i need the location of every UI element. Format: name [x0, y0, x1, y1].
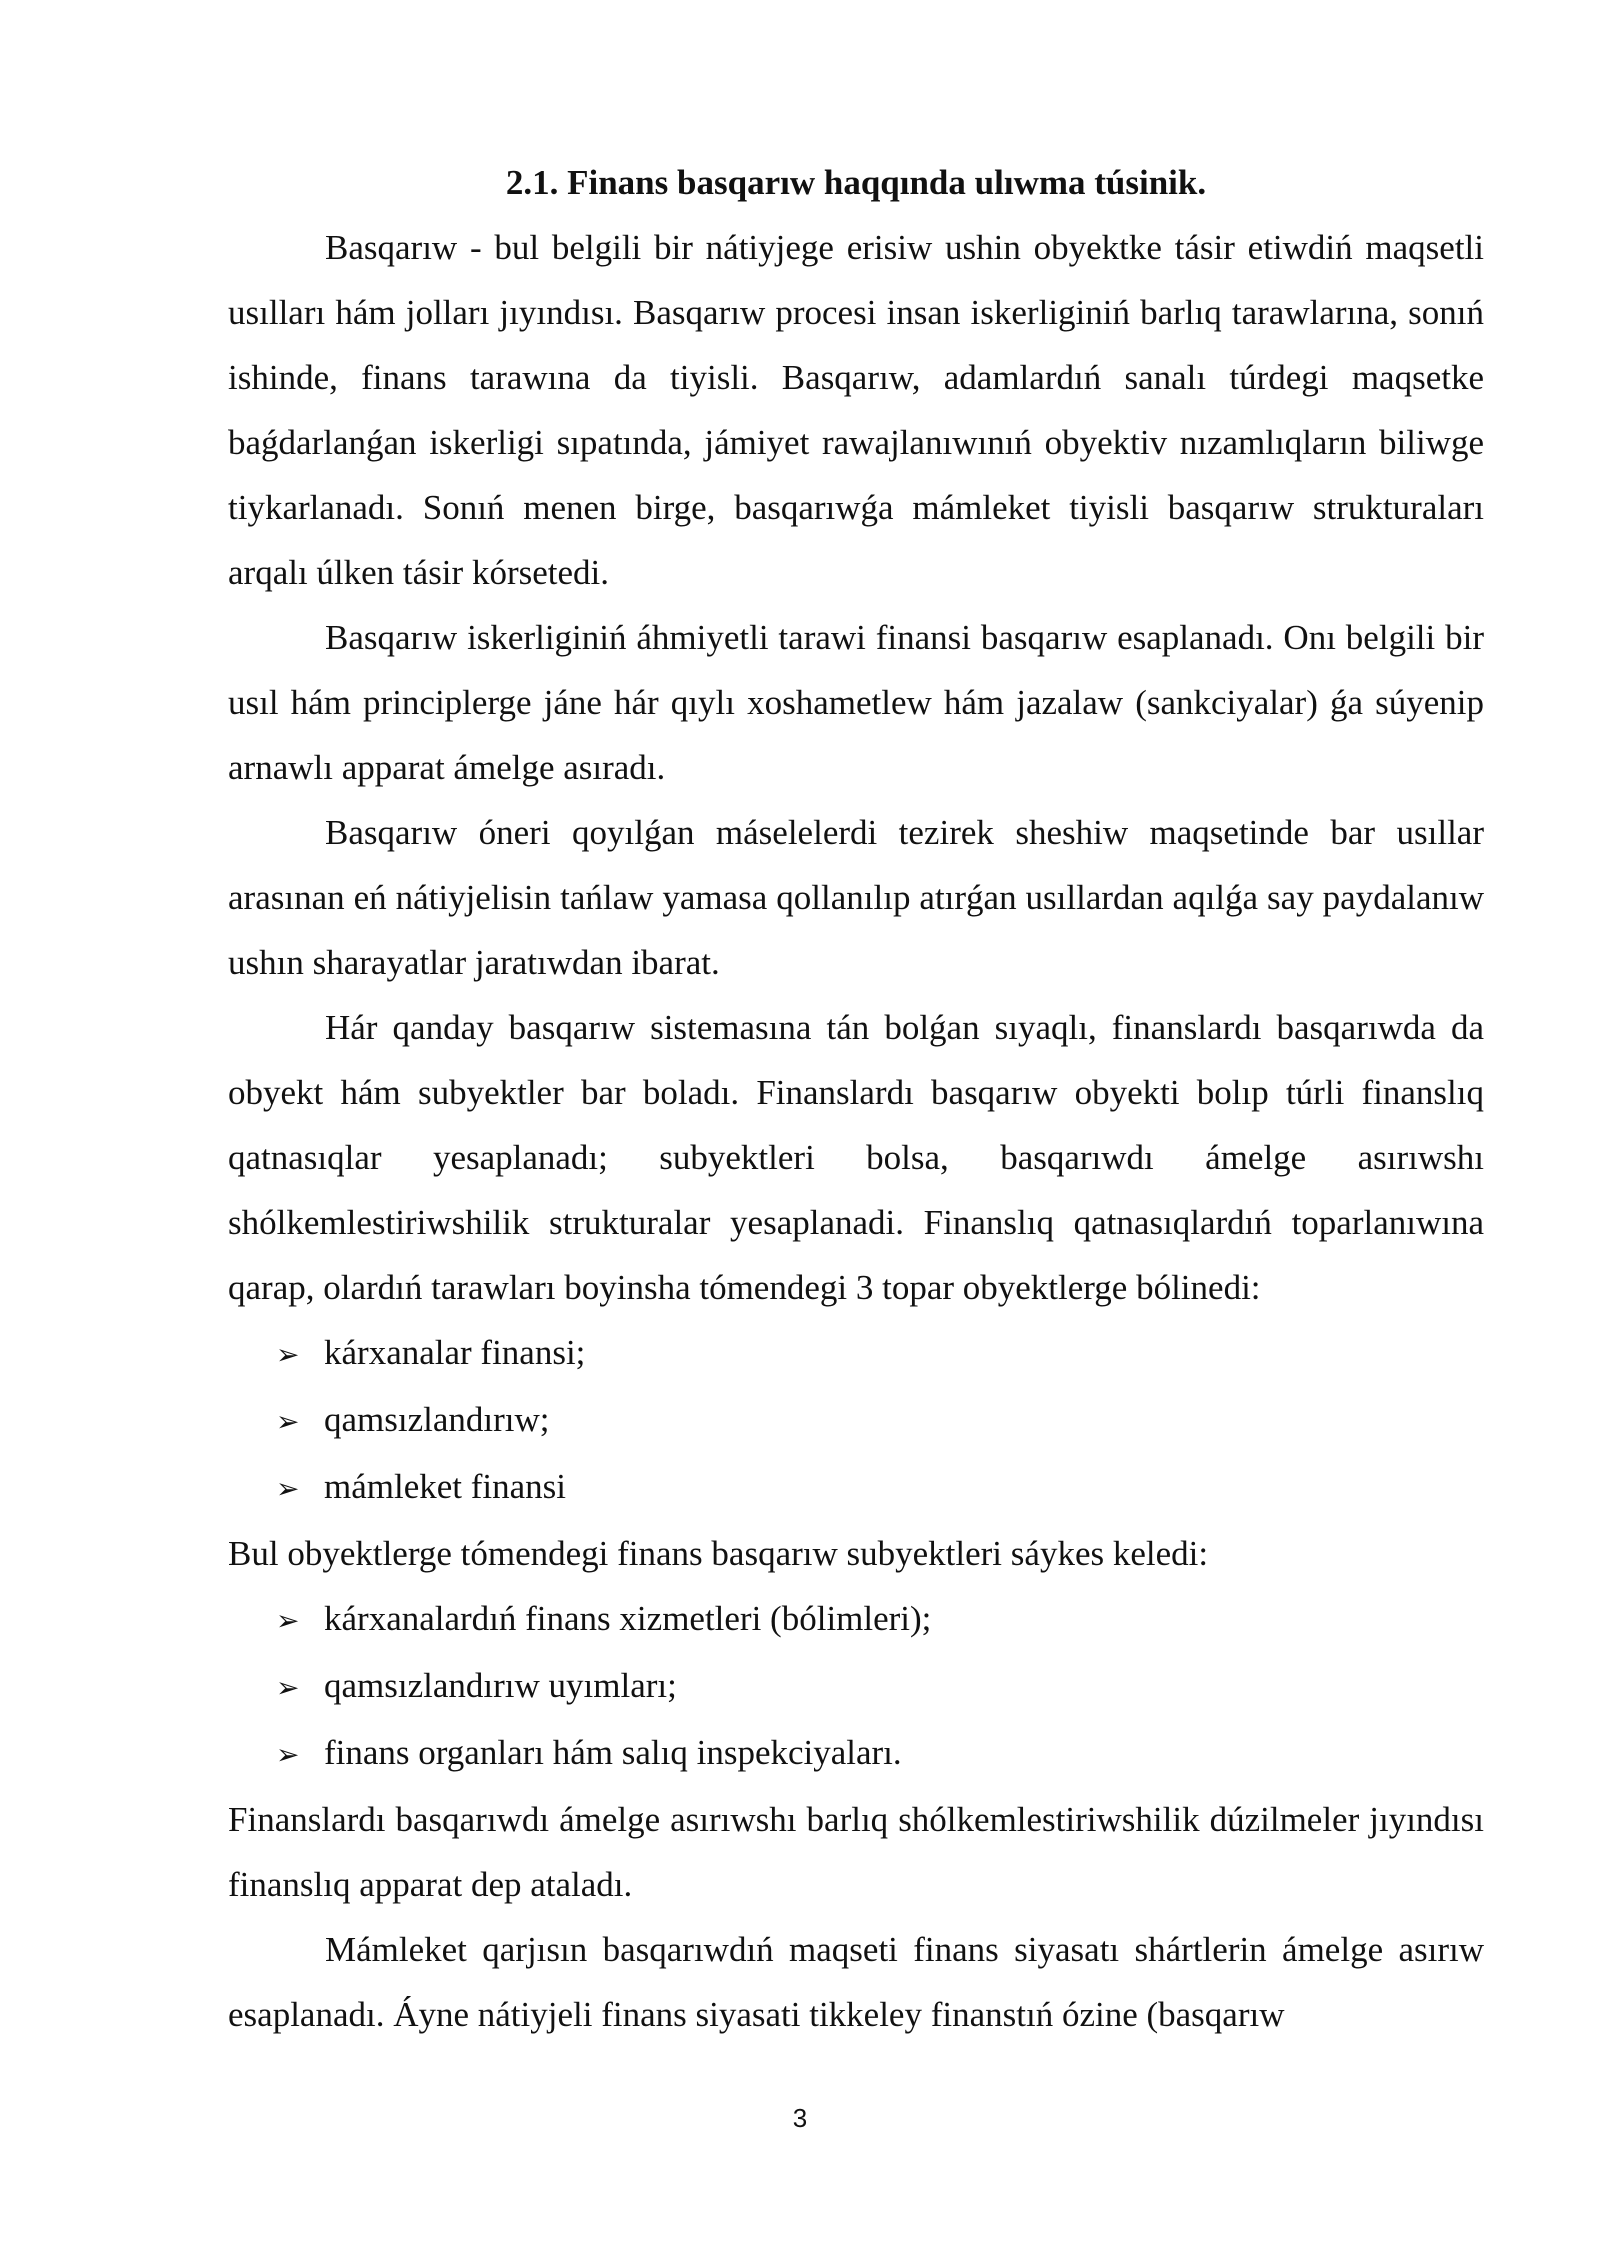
arrow-bullet-icon: ➢	[276, 1472, 300, 1505]
page-content	[228, 150, 1484, 2047]
page-number: 3	[792, 2103, 808, 2133]
paragraph-4: Hár qanday basqarıw sistemasına tán bolǵan sıyaqlı, finanslardı basqarıwda da obyekt hám subyektler bar boladı. Finanslardı basqarıw obyekti bolıp túrli finanslıq qatnasıqlar yesaplanadı; subyektleri bolsa, basqarıwdı ámelge asırıwshı shólkemlestiriwshilik strukturalar yesaplanadi. Finanslıq qatnasıqlardıń toparlanıwına qarap, olardıń tarawları boyinsha tómendegi 3 topar obyektlerge bólinedi:	[228, 1008, 1484, 1307]
paragraph-financial-apparatus: Finanslardı basqarıwdı ámelge asırıwshı barlıq shólkemlestiriwshilik dúzilmeler jıyındısı finanslıq apparat dep ataladı.	[228, 1800, 1484, 1904]
arrow-bullet-icon: ➢	[276, 1405, 300, 1438]
list-item-text: qamsızlandırıw uyımları;	[324, 1666, 677, 1705]
subjects-intro: Bul obyektlerge tómendegi finans basqarıw subyektleri sáykes keledi:	[228, 1534, 1209, 1573]
finance-objects-list	[228, 1320, 1484, 1521]
list-item	[276, 1653, 1484, 1720]
list-item-text: mámleket finansi	[324, 1467, 567, 1506]
list-item-text: finans organları hám salıq inspekciyaları.	[324, 1733, 902, 1772]
paragraph-2: Basqarıw iskerliginiń áhmiyetli tarawi finansi basqarıw esaplanadı. Onı belgili bir usıl hám principlerge jáne hár qıylı xoshametlew hám jazalaw (sankciyalar) ǵa súyenip arnawlı apparat ámelge asıradı.	[228, 618, 1484, 787]
paragraph-3: Basqarıw óneri qoyılǵan máselelerdi tezirek sheshiw maqsetinde bar usıllar arasınan eń nátiyjelisin tańlaw yamasa qollanılıp atırǵan usıllardan aqılǵa say paydalanıw ushın sharayatlar jaratıwdan ibarat.	[228, 813, 1484, 982]
list-item	[276, 1454, 1484, 1521]
paragraph-1: Basqarıw - bul belgili bir nátiyjege erisiw ushin obyektke tásir etiwdiń maqsetli usılları hám jolları jıyındısı. Basqarıw procesi insan iskerliginiń barlıq tarawlarına, sonıń ishinde, finans tarawına da tiyisli. Basqarıw, adamlardıń sanalı túrdegi maqsetke baǵdarlanǵan iskerligi sıpatında, jámiyet rawajlanıwınıń obyektiv nızamlıqların biliwge tiykarlanadı. Sonıń menen birge, basqarıwǵa mámleket tiyisli basqarıw strukturaları arqalı úlken tásir kórsetedi.	[228, 228, 1484, 592]
list-item	[276, 1320, 1484, 1387]
arrow-bullet-icon: ➢	[276, 1338, 300, 1371]
paragraph-last: Mámleket qarjısın basqarıwdıń maqseti finans siyasatı shártlerin ámelge asırıw esaplanadı. Áyne nátiyjeli finans siyasati tikkeley finanstıń ózine (basqarıw	[228, 1930, 1484, 2034]
list-item-text: qamsızlandırıw;	[324, 1400, 550, 1439]
list-item-text: kárxanalardıń finans xizmetleri (bólimleri);	[324, 1599, 932, 1638]
list-item	[276, 1586, 1484, 1653]
arrow-bullet-icon: ➢	[276, 1738, 300, 1771]
arrow-bullet-icon: ➢	[276, 1671, 300, 1704]
section-heading: 2.1. Finans basqarıw haqqında ulıwma túsinik.	[505, 163, 1207, 202]
finance-subjects-list	[228, 1586, 1484, 1787]
list-item-text: kárxanalar finansi;	[324, 1333, 586, 1372]
list-item	[276, 1387, 1484, 1454]
arrow-bullet-icon: ➢	[276, 1604, 300, 1637]
list-item	[276, 1720, 1484, 1787]
